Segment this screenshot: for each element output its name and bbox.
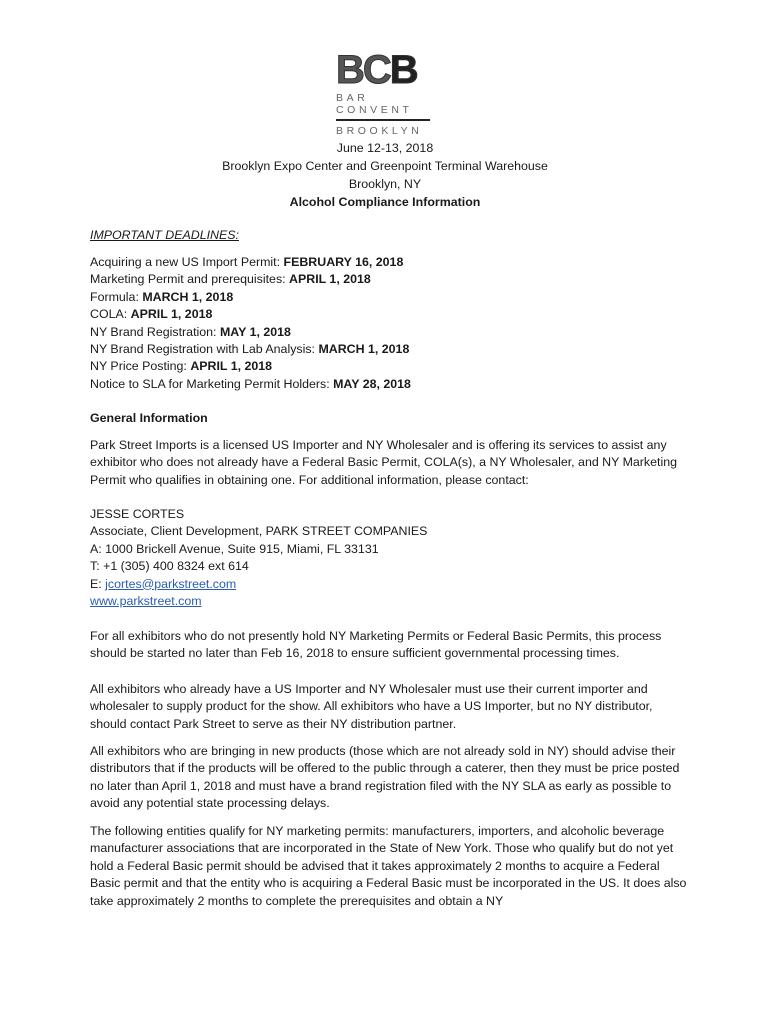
deadline-item: NY Brand Registration: MAY 1, 2018 [90, 324, 291, 339]
deadline-item: Marketing Permit and prerequisites: APRIL 1, 2018 [90, 272, 371, 287]
deadlines-heading: IMPORTANT DEADLINES: [90, 228, 239, 242]
general-heading: General Information [90, 411, 208, 425]
deadline-item: Acquiring a new US Import Permit: FEBRUARY 16, 2018 [90, 255, 404, 269]
contact-address: A: 1000 Brickell Avenue, Suite 915, Miami, FL 33131 [90, 541, 379, 556]
contact-block [90, 506, 690, 610]
deadline-item: Notice to SLA for Marketing Permit Holders: MAY 28, 2018 [90, 376, 411, 391]
email-link[interactable]: jcortes@parkstreet.com [105, 576, 237, 591]
website-link[interactable]: www.parkstreet.com [90, 594, 202, 609]
logo-divider [336, 119, 430, 121]
contact-email-line: E: jcortes@parkstreet.com [90, 576, 237, 591]
logo-brooklyn: BROOKLYN [336, 125, 423, 137]
paragraph-start-deadline: For all exhibitors who do not presently hold NY Marketing Permits or Federal Basic Permits, this process should be started no later than Feb 16, 2018 to ensure sufficient governmental processing times. [90, 629, 662, 661]
contact-phone: T: +1 (305) 400 8324 ext 614 [90, 559, 249, 574]
paragraph-new-products: All exhibitors who are bringing in new products (those which are not already sold in NY) should advise their distributors that if the products will be offered to the public through a caterer, then they must be price posted no later than April 1, 2018 and must have a brand registration filed with the NY SLA as early as possible to avoid any potential state processing delays. [90, 744, 680, 811]
deadline-item: NY Brand Registration with Lab Analysis: MARCH 1, 2018 [90, 342, 410, 357]
bcb-logo [336, 50, 436, 136]
event-date: June 12-13, 2018 [336, 141, 434, 155]
event-venue: Brooklyn Expo Center and Greenpoint Terminal Warehouse [222, 159, 548, 173]
paragraph-marketing-permits: The following entities qualify for NY marketing permits: manufacturers, importers, and alcoholic beverage manufacturer associations that are incorporated in the State of New York. Those who qualify but do not yet hold a Federal Basic permit should be advised that it takes approximately 2 months to acquire a Federal Basic permit and that the entity who is acquiring a Federal Basic must be incorporated in the US. It does also take approximately 2 months to complete the prerequisites and obtain a NY [90, 824, 687, 908]
deadline-item: Formula: MARCH 1, 2018 [90, 289, 234, 304]
deadlines-list [90, 254, 690, 393]
contact-website-line [90, 593, 690, 610]
deadline-item: NY Price Posting: APRIL 1, 2018 [90, 359, 273, 374]
deadline-item: COLA: APRIL 1, 2018 [90, 307, 213, 322]
event-city: Brooklyn, NY [348, 177, 422, 191]
page-title: Alcohol Compliance Information [289, 195, 481, 209]
contact-role: Associate, Client Development, PARK STREET COMPANIES [90, 524, 428, 539]
paragraph-existing-importers: All exhibitors who already have a US Importer and NY Wholesaler must use their current importer and wholesaler to supply product for the show. All exhibitors who have a US Importer, but no NY distributor, should contact Park Street to serve as their NY distribution partner. [90, 682, 653, 731]
logo-mark: BCB [336, 48, 417, 92]
general-intro: Park Street Imports is a licensed US Importer and NY Wholesaler and is offering its services to assist any exhibitor who does not already have a Federal Basic Permit, COLA(s), a NY Wholesaler, and NY Marketing Permit who qualifies in obtaining one. For additional information, please contact: [90, 438, 677, 487]
logo-bar-convent: BAR CONVENT [336, 92, 413, 116]
contact-name: JESSE CORTES [90, 507, 185, 521]
